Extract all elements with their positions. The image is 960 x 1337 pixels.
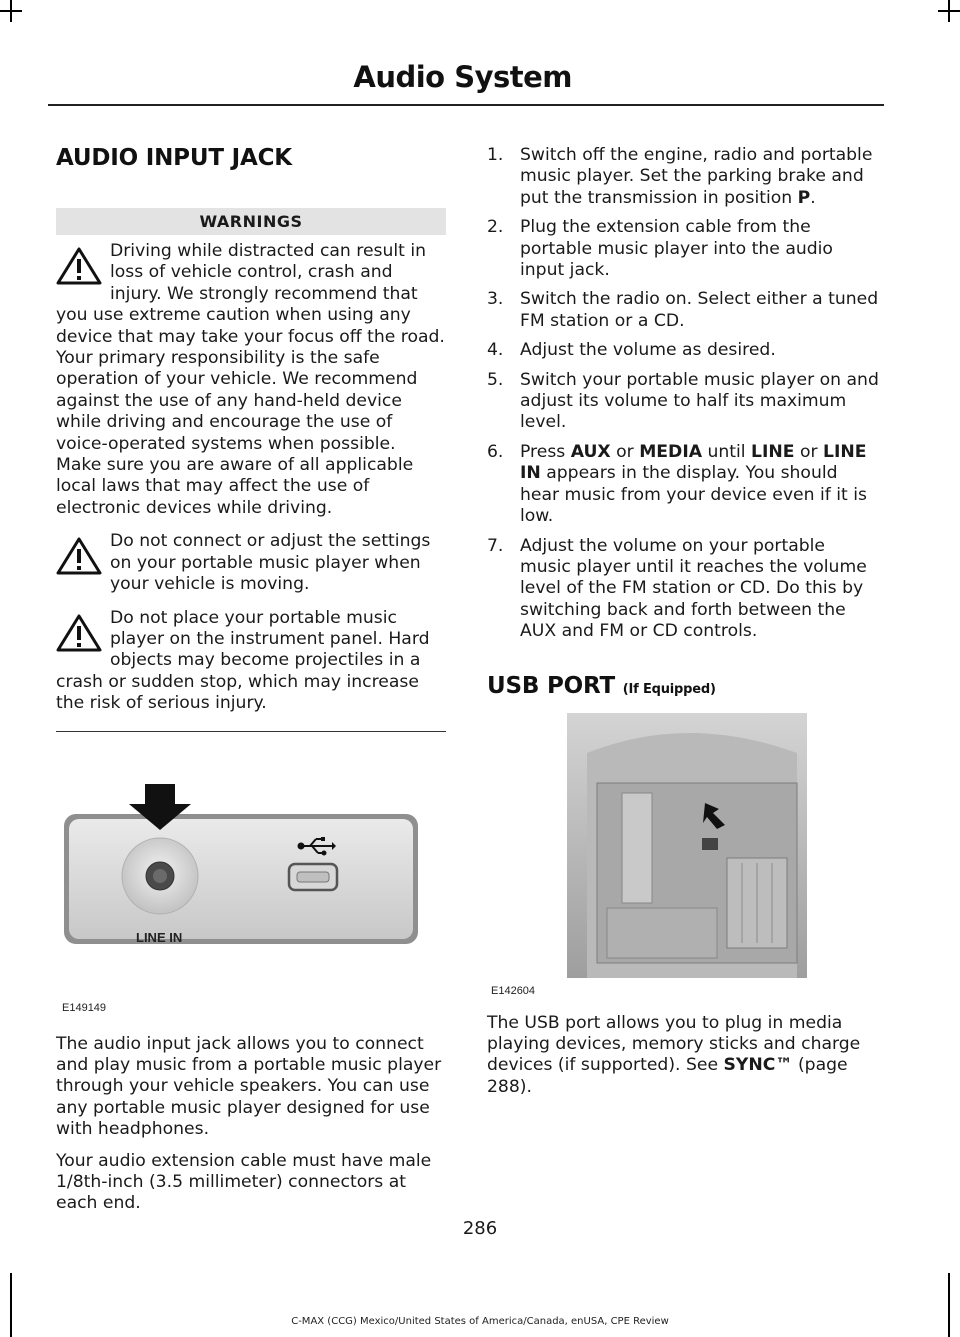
- list-item: 7. Adjust the volume on your portable music player until it reaches the volume level of the FM station or CD. Do this by switching back and forth between the AUX and FM or CD controls.: [487, 535, 867, 642]
- right-column: [487, 145, 880, 1098]
- section-heading-usb-port: USB PORT (If Equipped): [487, 672, 716, 699]
- list-item: 4. Adjust the volume as desired.: [487, 340, 776, 361]
- warning-triangle-icon: [56, 537, 102, 575]
- figure-code: E142604: [491, 984, 536, 997]
- warnings-end-rule: [56, 731, 446, 732]
- list-item: 6. Press AUX or MEDIA until LINE or LINE IN appears in the display. You should hear music from your device even if it is low.: [487, 441, 867, 527]
- document-info: C-MAX (CCG) Mexico/United States of America/Canada, enUSA, CPE Review: [291, 1316, 669, 1327]
- header-rule: [48, 104, 884, 106]
- warning-3: Do not place your portable music player on the instrument panel. Hard objects may become projectiles in a crash or sudden stop, which may increase the risk of serious injury.: [56, 607, 430, 714]
- instruction-steps: [487, 145, 880, 643]
- line-in-label: LINE IN: [136, 929, 183, 945]
- paragraph-audio-input: The audio input jack allows you to connect and play music from a portable music player through your vehicle speakers. You can use any portable music player designed for use with headphones.: [56, 1033, 442, 1140]
- warning-2: Do not connect or adjust the settings on your portable music player when your vehicle is moving.: [56, 531, 446, 595]
- list-item: 3. Switch the radio on. Select either a tuned FM station or a CD.: [487, 289, 879, 331]
- list-item: 2. Plug the extension cable from the portable music player into the audio input jack.: [487, 217, 833, 281]
- usb-port-figure: [487, 713, 880, 1003]
- page-number: 286: [462, 1218, 498, 1239]
- warnings-title: WARNINGS: [56, 208, 446, 235]
- paragraph-extension-cable: Your audio extension cable must have male 1/8th-inch (3.5 millimeter) connectors at each end.: [56, 1150, 432, 1214]
- list-item: 1. Switch off the engine, radio and portable music player. Set the parking brake and put the transmission in position P.: [487, 145, 873, 208]
- crop-mark: [10, 1273, 12, 1337]
- line-in-panel-illustration: [56, 784, 446, 984]
- warning-triangle-icon: [56, 614, 102, 652]
- left-column: [56, 145, 446, 1215]
- page-header-title: Audio System: [353, 60, 572, 94]
- paragraph-usb-port: The USB port allows you to plug in media playing devices, memory sticks and charge devices (if supported). See SYNC™ (page 288).: [487, 1012, 861, 1097]
- usb-icon: [296, 836, 336, 856]
- section-heading-audio-input-jack: AUDIO INPUT JACK: [56, 145, 292, 171]
- crop-mark: [0, 10, 22, 12]
- crop-mark: [948, 1273, 950, 1337]
- list-item: 5. Switch your portable music player on and adjust its volume to half its maximum level.: [487, 369, 879, 433]
- arrow-down-icon: [125, 784, 195, 834]
- warning-1: Driving while distracted can result in loss of vehicle control, crash and injury. We strongly recommend that you use extreme caution when using any device that may take your focus off the road. Your primary responsibility is the safe operation of your vehicle. We recommend against the use of any hand-held device while driving and encourage the use of voice-operated systems when possible. Make sure you are aware of all applicable local laws that may affect the use of electronic devices while driving.: [56, 241, 445, 518]
- line-in-figure: [56, 784, 446, 1024]
- figure-code: E149149: [62, 1001, 107, 1014]
- sync-link[interactable]: SYNC™: [723, 1055, 793, 1076]
- console-illustration: [567, 713, 897, 983]
- warning-triangle-icon: [56, 247, 102, 285]
- crop-mark: [938, 10, 960, 12]
